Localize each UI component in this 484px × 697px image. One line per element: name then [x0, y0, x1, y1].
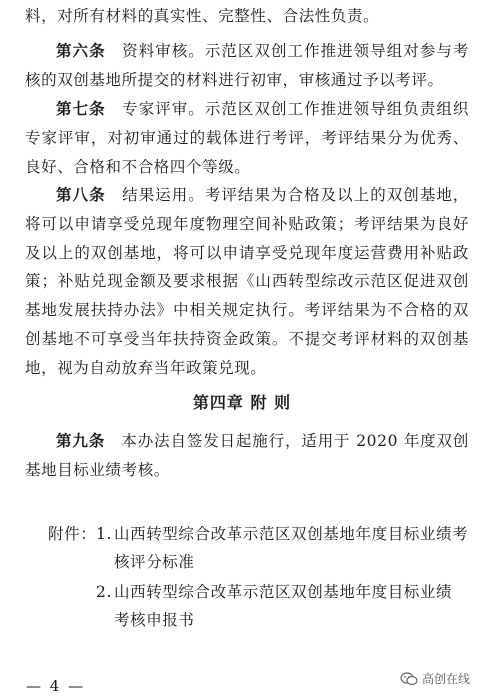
- watermark: [400, 670, 470, 687]
- continued-text-line: 料，对所有材料的真实性、完整性、合法性负责。: [25, 7, 380, 25]
- watermark-text: 高创在线: [421, 672, 470, 686]
- article-7: [25, 95, 469, 181]
- article-8-text: 结果运用。考评结果为合格及以上的双创基地，将可以申请享受兑现年度物理空间补贴政策；考评结果为良好及以上的双创基地，将可以申请享受兑现年度运营费用补贴政策；补贴兑现金额及要求根据《山西转型综改示范区促进双创基地发展扶持办法》中相关规定执行。考评结果为不合格的双创基地不可享受当年扶持资金政策。不提交考评材料的双创基地，视为自动放弃当年政策兑现。: [25, 186, 470, 377]
- attachment-1-number: 1.: [96, 525, 112, 543]
- wechat-icon: [400, 672, 418, 686]
- article-9-heading: 第九条: [56, 432, 106, 450]
- article-8: [25, 181, 469, 383]
- article-6: [25, 37, 469, 95]
- page-number: — 4 —: [26, 677, 86, 695]
- chapter-heading: 第四章 附 则: [192, 393, 292, 412]
- article-9-text: 本办法自签发日起施行，适用于 2020 年度双创基地目标业绩考核。: [25, 432, 469, 479]
- article-6-text: 资料审核。示范区双创工作推进领导组对参与考核的双创基地所提交的材料进行初审，审核通过予以考评。: [25, 42, 470, 89]
- attachments-label: 附件：: [48, 525, 97, 543]
- article-9: [25, 427, 469, 485]
- article-6-heading: 第六条: [56, 42, 106, 60]
- attachment-1-line-2: 核评分标准: [114, 553, 195, 571]
- article-8-heading: 第八条: [56, 186, 106, 204]
- attachment-2-line-2: 考核申报书: [114, 611, 195, 629]
- article-7-text: 专家评审。示范区双创工作推进领导组负责组织专家评审，对初审通过的载体进行考评，考评结果分为优秀、良好、合格和不合格四个等级。: [25, 100, 470, 176]
- attachment-2-number: 2.: [96, 583, 112, 601]
- article-7-heading: 第七条: [56, 100, 106, 118]
- attachment-1-line-1: 山西转型综合改革示范区双创基地年度目标业绩考: [114, 525, 469, 543]
- attachment-2-line-1: 山西转型综合改革示范区双创基地年度目标业绩: [114, 583, 453, 601]
